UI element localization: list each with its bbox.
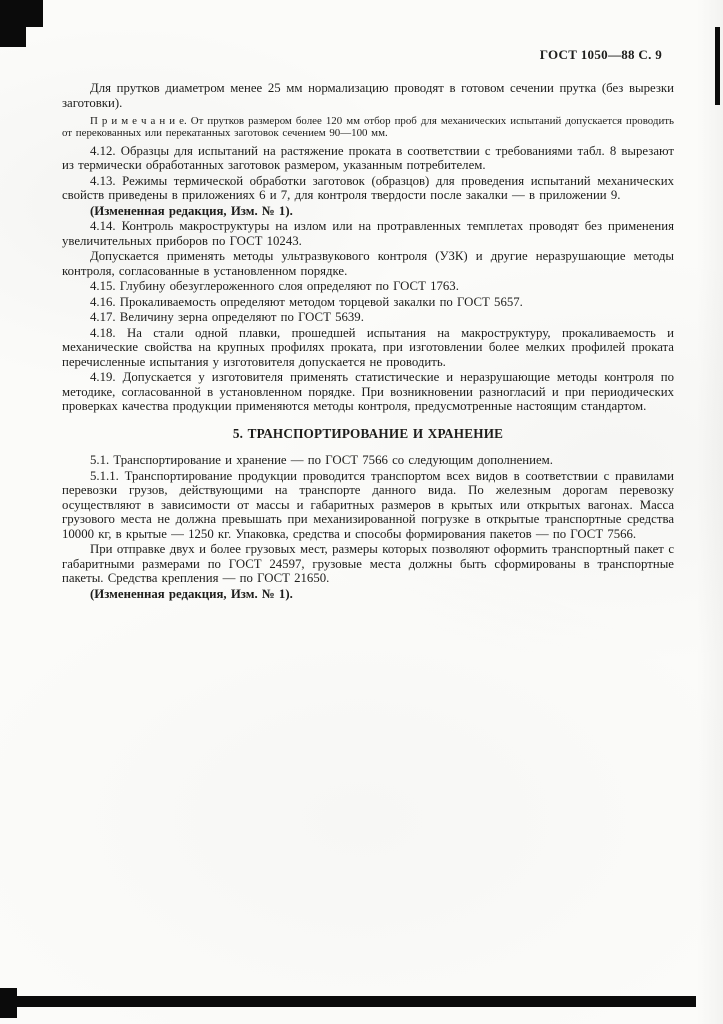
scan-artifact-right-edge-line [715,27,720,105]
para-normalization: Для прутков диаметром менее 25 мм нормализацию проводят в готовом сечении прутка (без вырезки заготовки). [62,81,674,110]
section-5-heading: 5. ТРАНСПОРТИРОВАНИЕ И ХРАНЕНИЕ [232,425,504,441]
clause-4-17: 4.17. Величину зерна определяют по ГОСТ 5639. [90,310,364,325]
clause-4-13: 4.13. Режимы термической обработки заготовок (образцов) для проведения испытаний механических свойств приведены в приложениях 6 и 7, для контроля твердости после закалки — в приложении 9. [62,173,674,203]
scan-artifact-top-left-block-1 [0,0,43,27]
clause-4-15: 4.15. Глубину обезуглероженного слоя определяют по ГОСТ 1763. [90,279,459,294]
clause-4-16: 4.16. Прокаливаемость определяют методом торцевой закалки по ГОСТ 5657. [90,294,523,309]
page-header: ГОСТ 1050—88 С. 9 [539,47,662,62]
amendment-note-2: (Измененная редакция, Изм. № 1). [90,586,293,601]
clause-4-14: 4.14. Контроль макроструктуры на излом или на протравленных темплетах проводят без применения увеличительных приборов по ГОСТ 10243. [62,219,674,248]
scan-artifact-bottom-left-block [0,988,17,1018]
document-body [62,80,674,601]
clause-5-1: 5.1. Транспортирование и хранение — по ГОСТ 7566 со следующим дополнением. [90,453,553,468]
clause-4-12: 4.12. Образцы для испытаний на растяжение проката в соответствии с требованиями табл. 8 вырезают из термически обработанных заготовок размером, указанным потребителем. [62,143,674,173]
clause-4-18: 4.18. На стали одной плавки, прошедшей испытания на макроструктуру, прокаливаемость и механические свойства на крупных профилях проката, при изготовлении более мелких профилей проката перечисленные испытания у изготовителя допускается не проводить. [62,325,674,369]
note-sampling: П р и м е ч а н и е. От прутков размером более 120 мм отбор проб для механических испытаний допускается проводить от перекованных или перекатанных заготовок сечением 90—100 мм. [62,115,674,140]
amendment-note-1: (Измененная редакция, Изм. № 1). [90,203,293,218]
clause-5-1-1: 5.1.1. Транспортирование продукции проводится транспортом всех видов в соответствии с правилами перевозки грузов, действующими на транспорте данного вида. По железным дорогам перевозку осуществляют в зависимости от массы и габаритных размеров в крытых или открытых вагонах. Масса грузового места не должна превышать при механизированной погрузке в открытые транспортные средства 10000 кг, в крытые — 1250 кг. Упаковка, средства и способы формирования пакетов — по ГОСТ 7566. [62,468,674,541]
scan-artifact-bottom-strip [13,996,696,1007]
clause-5-1-1-addendum: При отправке двух и более грузовых мест, размеры которых позволяют оформить транспортный пакет с габаритными размерами по ГОСТ 24597, грузовые места должны быть сформированы в транспортные пакеты. Средства крепления — по ГОСТ 21650. [62,542,674,586]
clause-4-14-addendum: Допускается применять методы ультразвукового контроля (УЗК) и другие неразрушающие методы контроля, согласованные в установленном порядке. [62,249,674,278]
clause-4-19: 4.19. Допускается у изготовителя применять статистические и неразрушающие методы контроля по методике, согласованной в установленном порядке. При возникновении разногласий и при периодических проверках качества продукции применяются методы контроля, предусмотренные настоящим стандартом. [62,370,674,414]
scan-artifact-top-left-block-2 [0,27,26,47]
